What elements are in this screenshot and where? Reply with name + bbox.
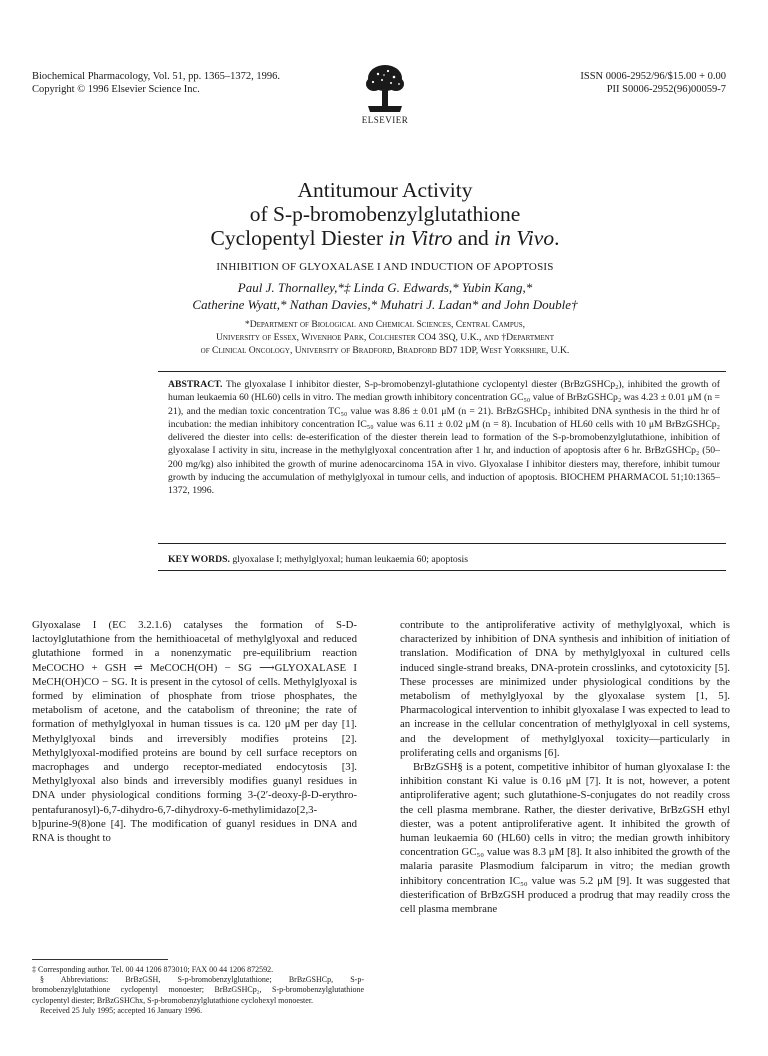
publisher-logo (355, 62, 415, 132)
issn-block (466, 70, 726, 96)
abstract-bottom-rule (158, 543, 726, 544)
issn: ISSN 0006-2952/96/$15.00 + 0.00 (580, 71, 726, 82)
affiliations (40, 318, 730, 357)
abstract-text: The glyoxalase I inhibitor diester, S-p-bromobenzyl-glutathione cyclopentyl diester (BrBzGSHCp₂), inhibited the growth of human leukaemia 60 (HL60) cells in vitro. The median growth inhibitory concentration GC₅₀ value of BrBzGSHCp₂ was 4.23 ± 0.01 μM (n = 21), and the median toxic concentration TC₅₀ value was 8.86 ± 0.01 μM (n = 21). BrBzGSHCp₂ inhibited DNA synthesis in the third hr of incubation: the median inhibitory concentration IC₅₀ value was 6.11 ± 0.02 μM (n = 8). Incubation of HL60 cells with 10 μM BrBzGSHCp₂ delivered the diester into cells: de-esterification of the diester therein lead to formation of the S-p-bromobenzylglutathione, inhibition of glyoxalase I activity in situ, increase in the methylglyoxal concentration after 1 hr, and induction of apoptosis after 6 hr. BrBzGSHCp₂ (50–200 mg/kg) also inhibited the growth of murine adenocarcinoma 15A in vivo. Glyoxalase I inhibitor diesters may, therefore, inhibit tumour growth by inducing the accumulation of methylglyoxal in tumour cells, and induction of apoptosis. (168, 379, 720, 484)
abstract-heading: ABSTRACT. (168, 379, 223, 390)
title-line-3-mid: and (452, 226, 495, 250)
title-line-3-end: . (554, 226, 560, 250)
abstract-citation: BIOCHEM PHARMACOL 51;10:1365–1372, 1996. (168, 472, 720, 497)
article-subtitle: INHIBITION OF GLYOXALASE I AND INDUCTION OF APOPTOSIS (216, 261, 554, 273)
footnote-corresponding: ‡ Corresponding author. Tel. 00 44 1206 873010; FAX 00 44 1206 872592. (32, 965, 274, 974)
journal-header (32, 70, 352, 96)
footnotes (32, 965, 364, 1016)
author-list (60, 279, 710, 313)
affiliation-line-3: of Clinical Oncology, University of Bradford, Bradford BD7 1DP, West Yorkshire, U.K. (200, 345, 570, 356)
intro-paragraph-2: contribute to the antiproliferative activity of methylglyoxal, which is characterized by inhibition of DNA synthesis and inhibition of initiation of translation. Modification of DNA by methylglyoxal in cultured cells induced single-strand breaks, DNA-protein crosslinks, and cytotoxicity [5]. These processes are minimized under physiological conditions by the metabolism of methylglyoxal by the glyoxalase system [1, 5]. Pharmacological intervention to inhibit glyoxalase I was expected to lead to an increase in the cellular concentration of methylglyoxal in cell systems, and the development of methylglyoxal toxicity—particularly in proliferating cells and organisms [6]. (400, 619, 730, 759)
elsevier-tree-icon (364, 62, 406, 114)
body-column-right (400, 618, 730, 916)
keywords-bottom-rule (158, 570, 726, 571)
keywords-text: glyoxalase I; methylglyoxal; human leukaemia 60; apoptosis (229, 554, 469, 565)
keywords-heading: KEY WORDS. (168, 554, 230, 565)
affiliation-line-1: *Department of Biological and Chemical Sciences, Central Campus, (244, 319, 526, 330)
body-column-left (32, 618, 357, 845)
publisher-name: ELSEVIER (361, 115, 409, 125)
footnote-received: Received 25 July 1995; accepted 16 January 1996. (40, 1005, 203, 1015)
article-title (60, 178, 710, 250)
title-line-1: Antitumour Activity (297, 178, 473, 202)
title-in-vitro: in Vitro (388, 226, 453, 250)
intro-paragraph-3: BrBzGSH§ is a potent, competitive inhibitor of human glyoxalase I: the inhibition constant Ki value is 0.16 μM [7]. It is not, however, a potent antiproliferative agent; such glutathione-S-conjugates do not readily cross the cell plasma membrane. Rather, the diester derivative, BrBzGSH ethyl diester, was a potent antiproliferative agent. It inhibited the growth of human leukaemia 60 (HL60) cells in vitro; the median growth inhibitory concentration GC₅₀ value was 8.3 μM [8]. It also inhibited the growth of the malaria parasite Plasmodium falciparum in vitro; the median growth inhibitory concentration IC₅₀ value was 5.2 μM [9]. It was suggested that diesterification of BrBzGSH produced a prodrug that may readily cross the cell plasma membrane (400, 761, 730, 916)
authors-line-1: Paul J. Thornalley,*‡ Linda G. Edwards,* Yubin Kang,* (237, 280, 533, 295)
footnote-abbreviations: § Abbreviations: BrBzGSH, S-p-bromobenzylglutathione; BrBzGSHCp, S-p-bromobenzylglutathione cyclopentyl monoester; BrBzGSHCp₂, S-p-bromobenzylglutathione cyclopentyl diester; BrBzGSHChx, S-p-bromobenzylglutathione cyclohexyl monoester. (32, 975, 364, 1005)
copyright-notice: Copyright © 1996 Elsevier Science Inc. (32, 84, 200, 95)
title-line-3 (60, 226, 710, 250)
journal-citation: Biochemical Pharmacology, Vol. 51, pp. 1365–1372, 1996. (32, 71, 280, 82)
pii: PII S0006-2952(96)00059-7 (606, 84, 726, 95)
title-line-2: of S-p-bromobenzylglutathione (249, 202, 521, 226)
keywords (168, 553, 720, 566)
abstract (168, 378, 720, 498)
title-in-vivo: in Vivo (494, 226, 555, 250)
authors-line-2: Catherine Wyatt,* Nathan Davies,* Muhatri J. Ladan* and John Double† (192, 297, 578, 312)
abstract-top-rule (158, 371, 726, 372)
intro-paragraph-1: Glyoxalase I (EC 3.2.1.6) catalyses the formation of S-D-lactoylglutathione from the hemithioacetal of methylglyoxal and reduced glutathione formed in a nonenzymatic pre-equilibrium reaction MeCOCHO + GSH ⇌ MeCOCH(OH) − SG ⟶GLYOXALASE I MeCH(OH)CO − SG. It is present in the cytosol of cells. Methylglyoxal is formed by elimination of phosphate from triose phosphates, the metabolism of acetone, and the catabolism of threonine; the rate of formation of methylglyoxal in human tissues is ca. 120 μM per day [1]. Methylglyoxal binds and irreversibly modifies proteins [2]. Methylglyoxal-modified proteins are bound by cell surface receptors on macrophages and undergo receptor-mediated endocytosis [3]. Methylglyoxal also binds and irreversibly modifies guanyl residues in DNA under physiological conditions forming 3-(2′-deoxy-β-D-erythro-pentafuranosyl)-6,7-dihydro-6,7-dihydroxy-6-methylimidazo[2,3-b]purine-9(8)one [4]. The modification of guanyl residues in DNA and RNA is thought to (32, 619, 357, 845)
footnote-rule (32, 959, 168, 960)
affiliation-line-2: University of Essex, Wivenhoe Park, Colchester CO4 3SQ, U.K., and †Department (216, 332, 554, 343)
title-line-3-pre: Cyclopentyl Diester (210, 226, 389, 250)
